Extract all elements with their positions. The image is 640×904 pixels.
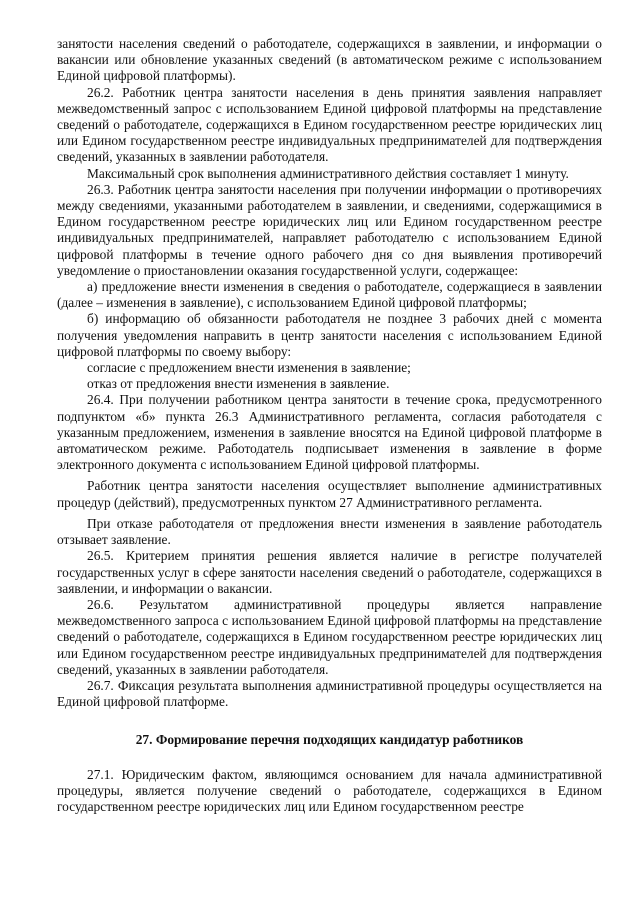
paragraph-26-3: 26.3. Работник центра занятости населения при получении информации о противоречиях между сведениями, указанными работодателем в заявлении, и сведениями, содержащимися в Едином государственном реестре юридических лиц или Едином государственном реестре индивидуальных предпринимателей, направляет работодателю с использованием Единой цифровой платформы в течение одного рабочего дня со дня выявления противоречий уведомление о приостановлении оказания государственной услуги, содержащее:: [57, 181, 602, 278]
paragraph-26-3-b: б) информацию об обязанности работодателя не позднее 3 рабочих дней с момента получения уведомления направить в центр занятости населения с использованием Единой цифровой платформы по своему выбору:: [57, 311, 602, 359]
paragraph-27-1: 27.1. Юридическим фактом, являющимся основанием для начала административной процедуры, является получение сведений о работодателе, содержащихся в Едином государственном реестре юридических лиц или Едином государственном реестре: [57, 766, 602, 814]
paragraph-26-2: 26.2. Работник центра занятости населения в день принятия заявления направляет межведомственный запрос с использованием Единой цифровой платформы на представление сведений о работодателе, содержащихся в Едином государственном реестре юридических лиц или Едином государственном реестре индивидуальных предпринимателей для подтверждения сведений, указанных в заявлении работодателя.: [57, 84, 602, 165]
paragraph-26-7: 26.7. Фиксация результата выполнения административной процедуры осуществляется на Единой цифровой платформе.: [57, 677, 602, 710]
section-heading: 27. Формирование перечня подходящих кандидатур работников: [135, 732, 524, 748]
paragraph-refusal: При отказе работодателя от предложения внести изменения в заявление работодатель отзывает заявление.: [57, 515, 602, 548]
paragraph-max-time: Максимальный срок выполнения административного действия составляет 1 минуту.: [87, 165, 569, 181]
paragraph-26-4: 26.4. При получении работником центра занятости в течение срока, предусмотренного подпунктом «б» пункта 26.3 Административного регламента, согласия работодателя с указанным предложением, изменения в заявление вносятся на Единой цифровой платформе в автоматическом режиме. Работодатель подписывает изменения в заявление в форме электронного документа с использованием Единой цифровой платформы.: [57, 392, 602, 473]
paragraph-continuation: занятости населения сведений о работодателе, содержащихся в заявлении, и информации о вакансии или обновление указанных сведений (в автоматическом режиме с использованием Единой цифровой платформы).: [57, 36, 602, 84]
paragraph-option-refusal: отказ от предложения внести изменения в заявление.: [87, 376, 390, 392]
paragraph-26-3-a: а) предложение внести изменения в сведения о работодателе, содержащиеся в заявлении (далее – изменения в заявление), с использованием Единой цифровой платформы;: [57, 279, 602, 311]
paragraph-option-consent: согласие с предложением внести изменения в заявление;: [87, 360, 411, 376]
paragraph-procedures: Работник центра занятости населения осуществляет выполнение административных процедур (действий), предусмотренных пунктом 27 Административного регламента.: [57, 478, 602, 510]
paragraph-26-5: 26.5. Критерием принятия решения является наличие в регистре получателей государственных услуг в сфере занятости населения сведений о работодателе, содержащихся в заявлении, и информации о вакансии.: [57, 548, 602, 596]
paragraph-26-6: 26.6. Результатом административной процедуры является направление межведомственного запроса с использованием Единой цифровой платформы на представление сведений о работодателе, содержащихся в Едином государственном реестре юридических лиц или Едином государственном реестре индивидуальных предпринимателей для подтверждения сведений, указанных в заявлении работодателя.: [57, 596, 602, 677]
